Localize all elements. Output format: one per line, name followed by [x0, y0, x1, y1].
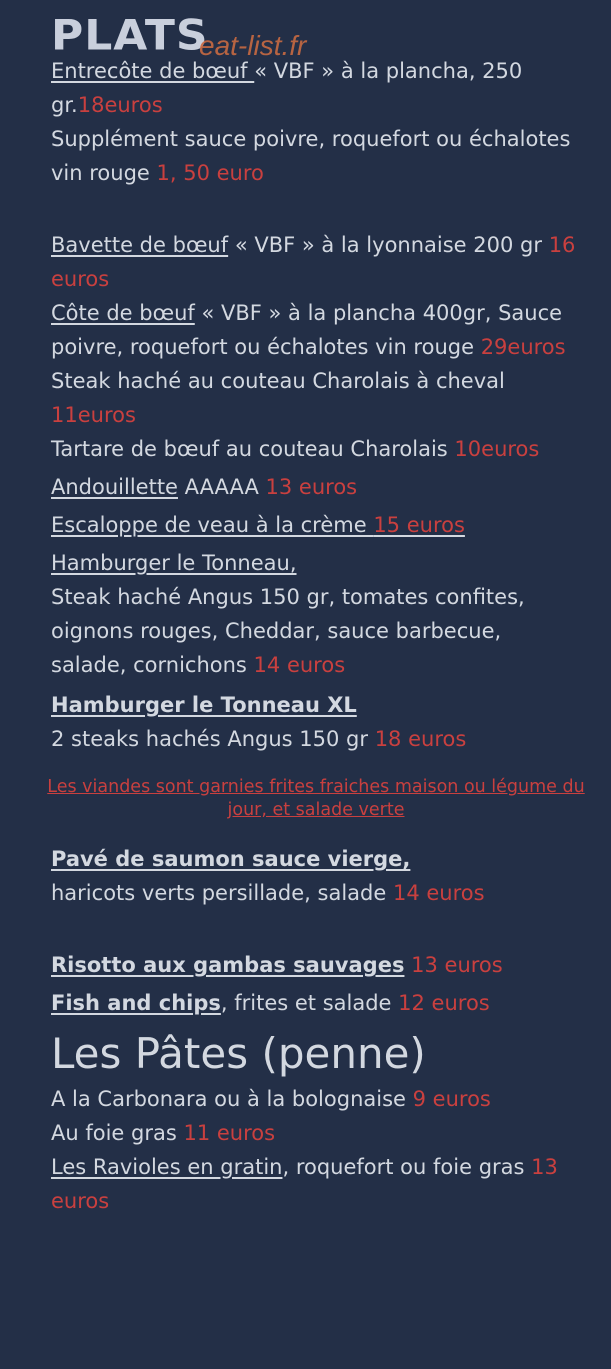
item-price: 14 euros	[392, 881, 485, 905]
item-name: Entrecôte de bœuf	[51, 59, 255, 83]
item-price: 9 euros	[412, 1087, 491, 1111]
menu-item-ravioles	[51, 1150, 581, 1218]
item-price: 11 euros	[183, 1121, 276, 1145]
item-price: 13 euros	[51, 1155, 558, 1213]
item-name: Les Ravioles en gratin	[51, 1155, 283, 1179]
item-desc: 2 steaks hachés Angus 150 gr	[51, 727, 375, 751]
menu-item-bavette	[51, 228, 581, 296]
item-desc: Supplément sauce poivre, roquefort ou échalotes vin rouge	[51, 127, 571, 185]
menu-item-saumon	[51, 842, 581, 910]
spacer	[51, 910, 581, 948]
section-title-pates: Les Pâtes (penne)	[51, 1029, 426, 1078]
menu-item-tartare	[51, 432, 581, 466]
menu-item-steak	[51, 364, 581, 432]
garnish-notice: Les viandes sont garnies frites fraiches maison ou légume du jour, et salade verte	[47, 777, 585, 820]
item-name: Pavé de saumon sauce vierge,	[51, 847, 411, 871]
item-price: 13 euros	[404, 953, 503, 977]
item-desc: A la Carbonara ou à la bolognaise	[51, 1087, 413, 1111]
item-price: 11euros	[51, 403, 136, 427]
menu-item-fish	[51, 986, 581, 1020]
menu-item-hamburger	[51, 546, 581, 682]
menu-item-hamburger-xl	[51, 688, 581, 756]
item-desc: Tartare de bœuf au couteau Charolais	[51, 437, 455, 461]
menu-header	[51, 12, 581, 68]
item-desc: Au foie gras	[51, 1121, 184, 1145]
item-price: 13 euros	[265, 475, 358, 499]
section-title-plats: PLATS	[51, 11, 209, 60]
item-price: 18euros	[77, 93, 163, 117]
menu-item-supplement	[51, 122, 581, 190]
item-desc: , roquefort ou foie gras	[282, 1155, 532, 1179]
item-desc: « VBF » à la lyonnaise 200 gr	[228, 233, 549, 257]
item-price: 29euros	[480, 335, 566, 359]
item-price: 1, 50 euro	[156, 161, 264, 185]
item-desc: haricots verts persillade, salade	[51, 881, 393, 905]
spacer	[51, 756, 581, 776]
item-name: Fish and chips	[51, 991, 221, 1015]
menu-item-escaloppe	[51, 508, 581, 542]
item-price: 10euros	[454, 437, 540, 461]
menu-item-andouillette	[51, 470, 581, 504]
menu-item-cote	[51, 296, 581, 364]
item-desc: , frites et salade	[220, 991, 399, 1015]
watermark: eat-list.fr	[199, 30, 307, 61]
item-desc: « VBF » à la plancha, 250 gr.	[51, 59, 523, 117]
item-name: Escaloppe de veau à la crème	[51, 513, 374, 537]
item-desc: « VBF » à la plancha 400gr, Sauce poivre, roquefort ou échalotes vin rouge	[51, 301, 563, 359]
item-desc: Steak haché au couteau Charolais à cheval	[51, 369, 505, 393]
item-desc: Steak haché Angus 150 gr, tomates confites, oignons rouges, Cheddar, sauce barbecue, salade, cornichons	[51, 585, 525, 677]
item-name: Risotto aux gambas sauvages	[51, 953, 405, 977]
spacer	[51, 822, 581, 842]
item-name: Bavette de bœuf	[51, 233, 229, 257]
menu-item-carbonara	[51, 1082, 581, 1116]
item-name: Hamburger le Tonneau,	[51, 551, 297, 575]
spacer	[51, 190, 581, 228]
item-name: Côte de bœuf	[51, 301, 195, 325]
item-price: 15 euros	[373, 513, 465, 537]
menu-item-risotto	[51, 948, 581, 982]
item-price: 14 euros	[253, 653, 346, 677]
item-price: 16 euros	[51, 233, 576, 291]
menu-item-foie-gras	[51, 1116, 581, 1150]
item-name: Hamburger le Tonneau XL	[51, 693, 357, 717]
item-price: 12 euros	[398, 991, 490, 1015]
item-name: Andouillette	[51, 475, 178, 499]
item-desc: AAAAA	[177, 475, 266, 499]
item-price: 18 euros	[374, 727, 467, 751]
